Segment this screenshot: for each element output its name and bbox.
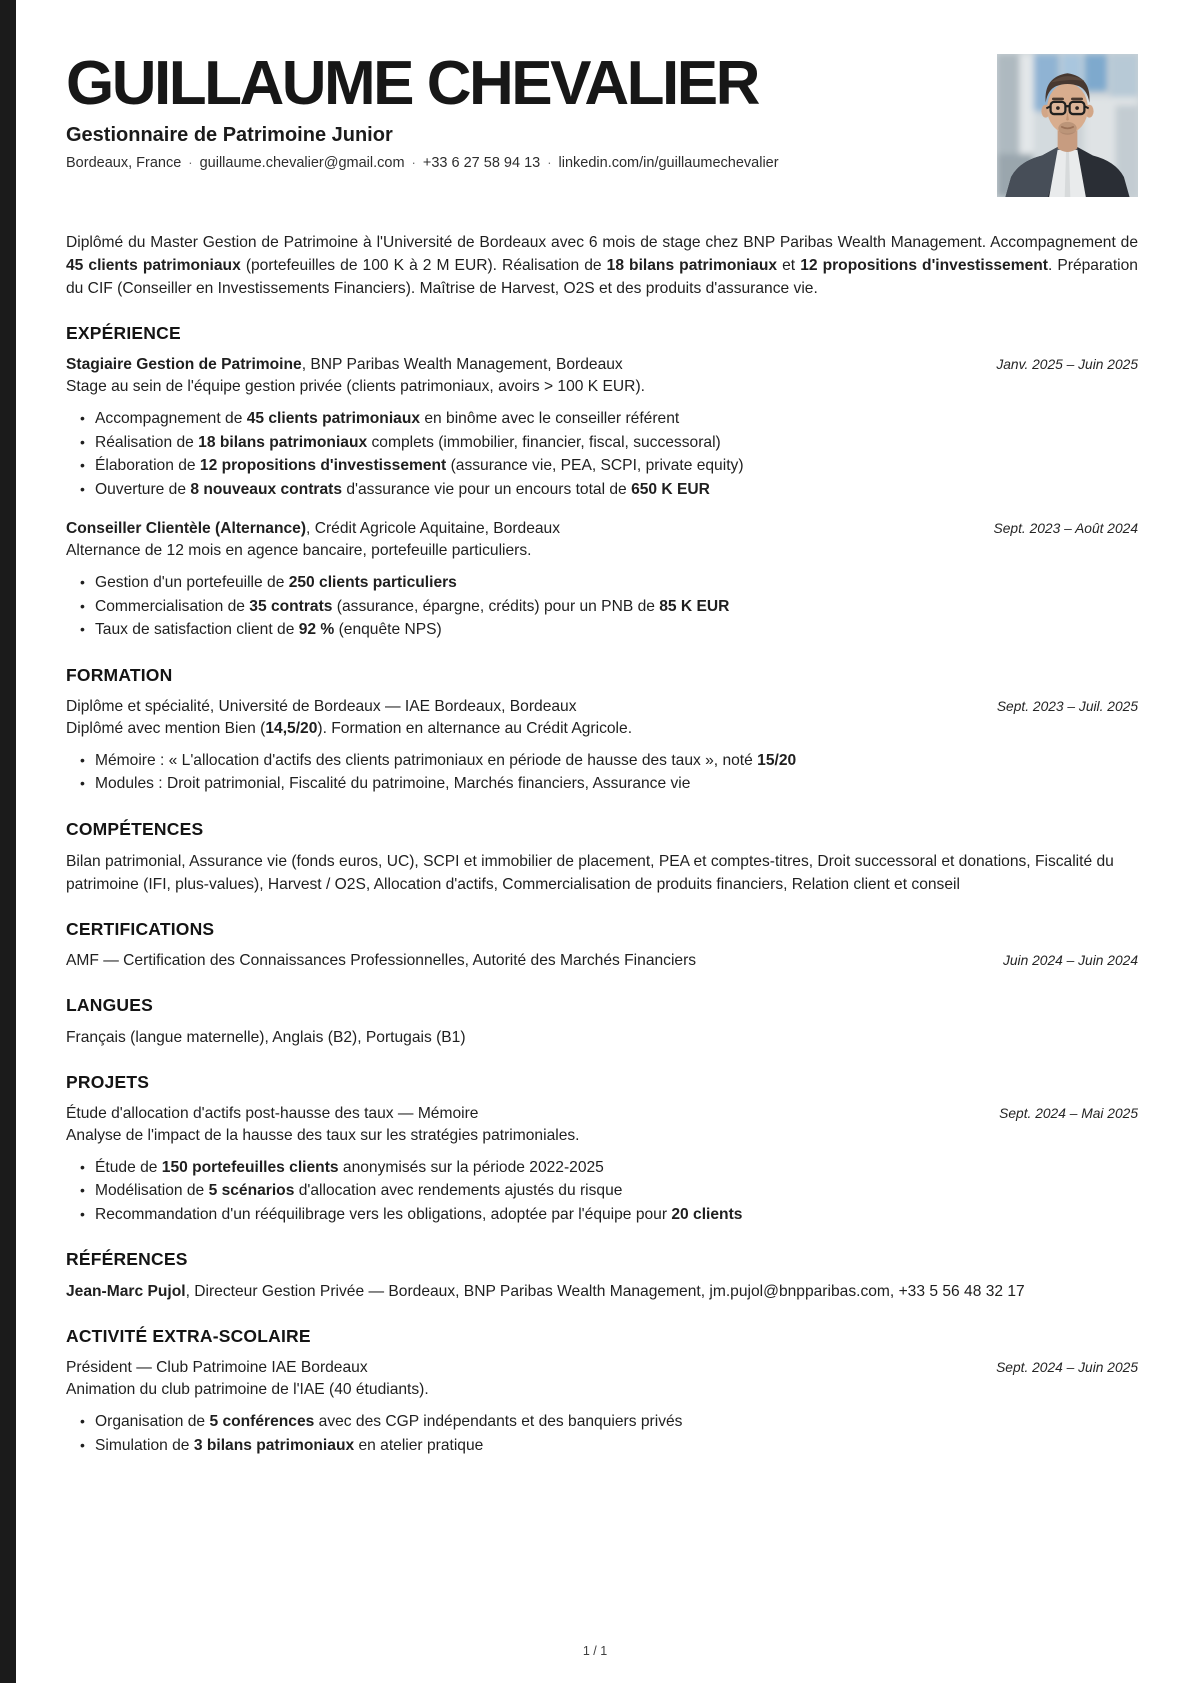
section-title: FORMATION: [66, 664, 173, 685]
dot-separator-icon: ·: [188, 155, 193, 171]
bullet-list: [66, 571, 1138, 642]
summary-paragraph: Diplômé du Master Gestion de Patrimoine à l'Université de Bordeaux avec 6 mois de stage chez BNP Paribas Wealth Management. Accompagnement de 45 clients patrimoniaux (portefeuilles de 100 K à 2 M EUR). Réalisation de 18 bilans patrimoniaux et 12 propositions d'investissement. Préparation du CIF (Conseiller en Investissements Financiers). Maîtrise de Harvest, O2S et des produits d'assurance vie.: [66, 234, 1138, 297]
entry-heading: Étude d'allocation d'actifs post-hausse des taux — Mémoire: [66, 1104, 479, 1122]
skills-paragraph: Bilan patrimonial, Assurance vie (fonds euros, UC), SCPI et immobilier de placement, PEA et comptes-titres, Droit successoral et donations, Fiscalité du patrimoine (IFI, plus-values), Harvest / O2S, Allocation d'actifs, Commercialisation de produits financiers, Relation client et conseil: [66, 852, 1114, 893]
section-title: EXPÉRIENCE: [66, 323, 181, 343]
bullet-item: • Organisation de 5 conférences avec des CGP indépendants et des banquiers privés: [95, 1410, 1138, 1434]
resume-page: [16, 0, 1190, 1463]
section-title: RÉFÉRENCES: [66, 1249, 188, 1269]
section-education: [66, 665, 1138, 796]
bullet-item: • Commercialisation de 35 contrats (assurance, épargne, crédits) pour un PNB de 85 K EUR: [95, 595, 1138, 619]
bullet-item: • Gestion d'un portefeuille de 250 clients particuliers: [95, 571, 1138, 595]
bullet-item: • Accompagnement de 45 clients patrimoniaux en binôme avec le conseiller référent: [95, 407, 1138, 431]
bullet-item: • Mémoire : « L'allocation d'actifs des clients patrimoniaux en période de hausse des taux », noté 15/20: [95, 749, 1138, 773]
extracurricular-entry: [66, 1357, 1138, 1457]
bullet-item: • Modélisation de 5 scénarios d'allocation avec rendements ajustés du risque: [95, 1179, 1138, 1203]
dot-separator-icon: ·: [411, 155, 416, 171]
entry-subtitle: Stage au sein de l'équipe gestion privée (clients patrimoniaux, avoirs > 100 K EUR).: [66, 378, 645, 395]
languages-paragraph: Français (langue maternelle), Anglais (B2), Portugais (B1): [66, 1028, 466, 1046]
bullet-item: • Taux de satisfaction client de 92 % (enquête NPS): [95, 618, 1138, 642]
job-title: Gestionnaire de Patrimoine Junior: [66, 124, 393, 147]
contact-email: guillaume.chevalier@gmail.com: [199, 155, 405, 172]
section-title: PROJETS: [66, 1071, 150, 1092]
bullet-list: [66, 1156, 1138, 1227]
entry-heading: Conseiller Clientèle (Alternance), Crédit Agricole Aquitaine, Bordeaux: [66, 520, 561, 537]
section-title: COMPÉTENCES: [66, 818, 204, 839]
bullet-item: • Modules : Droit patrimonial, Fiscalité du patrimoine, Marchés financiers, Assurance vie: [95, 772, 1138, 796]
experience-entry: [66, 354, 1138, 501]
candidate-name: GUILLAUME CHEVALIER: [66, 49, 758, 118]
contact-linkedin: linkedin.com/in/guillaumechevalier: [558, 155, 779, 172]
reference-paragraph: Jean-Marc Pujol, Directeur Gestion Privée — Bordeaux, BNP Paribas Wealth Management, jm.pujol@bnpparibas.com, +33 5 56 48 32 17: [66, 1283, 1025, 1300]
section-title: ACTIVITÉ EXTRA-SCOLAIRE: [66, 1326, 311, 1346]
section-references: [66, 1249, 1138, 1303]
contact-location: Bordeaux, France: [66, 155, 182, 172]
entry-subtitle: Analyse de l'impact de la hausse des taux sur les stratégies patrimoniales.: [66, 1126, 580, 1144]
entry-date: Sept. 2024 – Juin 2025: [996, 1360, 1138, 1375]
entry-date: Sept. 2023 – Juil. 2025: [996, 698, 1138, 714]
entry-date: Sept. 2024 – Mai 2025: [999, 1105, 1138, 1121]
project-entry: [66, 1103, 1138, 1227]
contact-line: [66, 155, 973, 171]
section-experience: [66, 323, 1138, 642]
entry-subtitle: Animation du club patrimoine de l'IAE (40 étudiants).: [66, 1381, 429, 1398]
profile-photo-illustration: [997, 54, 1138, 197]
section-title: CERTIFICATIONS: [66, 918, 215, 939]
page-left-accent-bar: [0, 0, 16, 1683]
bullet-item: • Recommandation d'un rééquilibrage vers les obligations, adoptée par l'équipe pour 20 clients: [95, 1203, 1138, 1227]
section-languages: [66, 995, 1138, 1049]
entry-heading: Stagiaire Gestion de Patrimoine, BNP Paribas Wealth Management, Bordeaux: [66, 356, 623, 373]
bullet-list: [66, 407, 1138, 501]
entry-subtitle: Alternance de 12 mois en agence bancaire, portefeuille particuliers.: [66, 542, 532, 559]
resume-header: [66, 0, 1138, 197]
section-title: LANGUES: [66, 994, 153, 1015]
section-certifications: [66, 919, 1138, 972]
profile-photo: [997, 54, 1138, 197]
entry-date: Juin 2024 – Juin 2024: [1002, 952, 1138, 968]
certification-entry: [66, 950, 1138, 972]
section-extracurricular: [66, 1326, 1138, 1457]
contact-phone: +33 6 27 58 94 13: [422, 155, 541, 172]
bullet-list: [66, 749, 1138, 796]
education-entry: [66, 696, 1138, 796]
bullet-item: • Élaboration de 12 propositions d'investissement (assurance vie, PEA, SCPI, private equity): [95, 454, 1138, 478]
entry-heading: Président — Club Patrimoine IAE Bordeaux: [66, 1359, 368, 1376]
entry-date: Janv. 2025 – Juin 2025: [996, 357, 1138, 372]
section-skills: [66, 819, 1138, 896]
section-projects: [66, 1072, 1138, 1227]
bullet-item: • Étude de 150 portefeuilles clients anonymisés sur la période 2022-2025: [95, 1156, 1138, 1180]
entry-subtitle: Diplômé avec mention Bien (14,5/20). Formation en alternance au Crédit Agricole.: [66, 719, 633, 737]
entry-heading: AMF — Certification des Connaissances Professionnelles, Autorité des Marchés Financiers: [66, 951, 697, 969]
dot-separator-icon: ·: [547, 155, 552, 171]
entry-heading: Diplôme et spécialité, Université de Bordeaux — IAE Bordeaux, Bordeaux: [66, 697, 577, 715]
page-number: 1 / 1: [582, 1644, 608, 1658]
experience-entry: [66, 518, 1138, 642]
bullet-list: [66, 1410, 1138, 1457]
entry-date: Sept. 2023 – Août 2024: [993, 521, 1138, 536]
bullet-item: • Simulation de 3 bilans patrimoniaux en atelier pratique: [95, 1434, 1138, 1458]
bullet-item: • Ouverture de 8 nouveaux contrats d'assurance vie pour un encours total de 650 K EUR: [95, 478, 1138, 502]
bullet-item: • Réalisation de 18 bilans patrimoniaux complets (immobilier, financier, fiscal, successoral): [95, 431, 1138, 455]
